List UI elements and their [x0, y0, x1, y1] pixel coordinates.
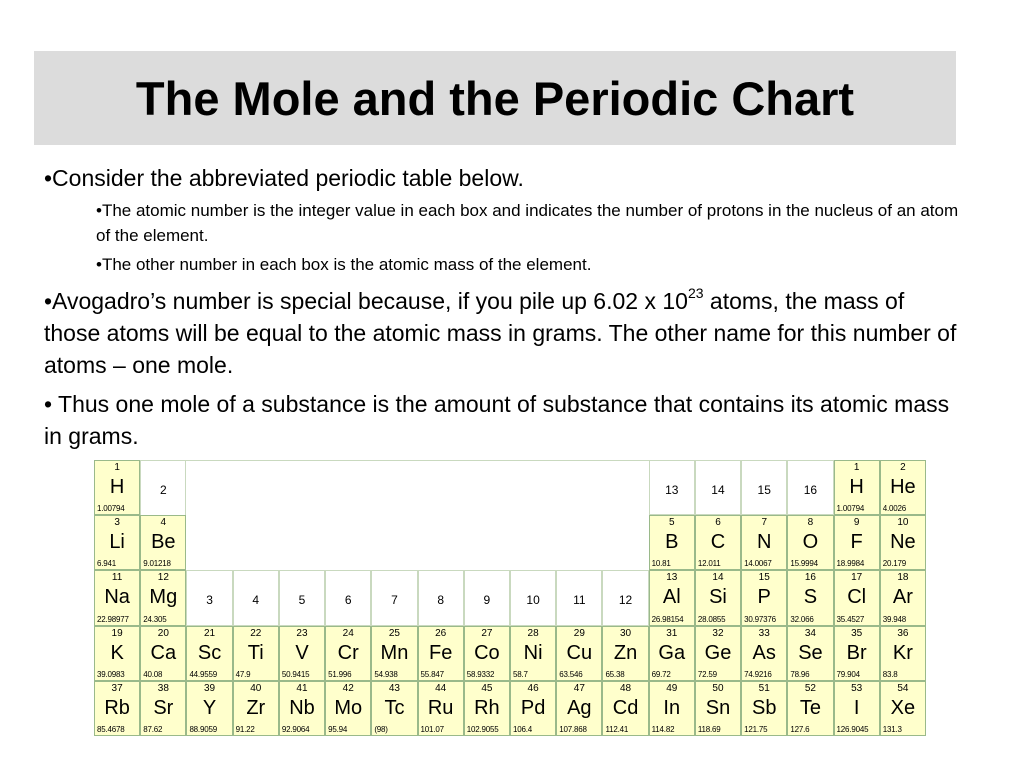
element-symbol: Pd: [520, 696, 546, 719]
atomic-number: 30: [619, 627, 632, 639]
atomic-number: 14: [712, 572, 724, 584]
element-symbol: Sb: [751, 696, 777, 719]
element-symbol: Li: [109, 531, 125, 554]
atomic-number: 26: [435, 627, 447, 639]
atomic-mass: 79.904: [836, 669, 860, 679]
atomic-mass: 24.305: [143, 614, 167, 624]
element-cell-zn: [602, 626, 648, 681]
atomic-number: 11: [111, 572, 123, 584]
element-cell-co: [464, 626, 510, 681]
group-label-cell: [741, 460, 787, 515]
element-symbol: S: [803, 586, 818, 609]
atomic-mass: 63.546: [559, 669, 583, 679]
atomic-number: 51: [758, 682, 770, 694]
element-cell-rh: [464, 681, 510, 736]
atomic-number: 5: [668, 517, 675, 529]
element-cell-cd: [602, 681, 648, 736]
atomic-number: 18: [897, 572, 909, 584]
element-symbol: Sc: [197, 641, 222, 664]
element-symbol: Cu: [566, 641, 593, 664]
atomic-number: 2: [900, 462, 906, 473]
element-symbol: Te: [799, 696, 821, 719]
element-symbol: Ge: [704, 641, 732, 664]
atomic-number: 45: [481, 682, 493, 694]
atomic-number: 38: [157, 682, 169, 694]
atomic-mass: 39.948: [882, 614, 907, 624]
atomic-number: 31: [666, 627, 678, 639]
atomic-mass: 69.72: [651, 669, 671, 679]
element-cell-al: [649, 570, 695, 625]
atomic-mass: 74.9216: [744, 669, 772, 679]
element-symbol: O: [802, 531, 819, 554]
atomic-number: 20: [157, 627, 169, 639]
element-cell-cl: [834, 570, 880, 625]
atomic-mass: 40.08: [143, 669, 163, 679]
element-cell-h: [94, 460, 140, 515]
element-symbol: Y: [202, 696, 217, 719]
element-cell-mo: [325, 681, 371, 736]
group-number: 3: [206, 593, 213, 608]
element-symbol: Ca: [150, 641, 177, 664]
element-symbol: B: [665, 531, 679, 554]
atomic-number: 24: [342, 627, 354, 639]
avogadro-text-start: •Avogadro’s number is special because, if you pile up 6.02 x 10: [44, 288, 688, 314]
atomic-mass: 10.81: [651, 559, 671, 569]
element-symbol: Si: [709, 586, 727, 609]
atomic-number: 33: [758, 627, 770, 639]
element-cell-xe: [880, 681, 926, 736]
element-cell-ca: [140, 626, 186, 681]
atomic-mass: 131.3: [882, 724, 902, 734]
group-label-cell: [556, 570, 602, 625]
atomic-mass: 1.00794: [97, 504, 125, 514]
atomic-number: 52: [804, 682, 816, 694]
group-number: 5: [298, 593, 306, 608]
atomic-mass: 58.9332: [466, 669, 495, 679]
atomic-number: 3: [114, 517, 120, 529]
atomic-mass: 9.01218: [143, 559, 171, 569]
element-cell-fe: [418, 626, 464, 681]
atomic-mass: 106.4: [513, 724, 533, 734]
element-symbol: Mn: [380, 641, 409, 664]
atomic-number: 6: [715, 517, 721, 529]
element-symbol: P: [757, 586, 771, 609]
element-symbol: Kr: [892, 641, 913, 664]
element-cell-sb: [741, 681, 787, 736]
atomic-number: 16: [804, 572, 816, 584]
element-symbol: Ru: [427, 696, 454, 719]
bullet-list: [44, 162, 964, 452]
atomic-mass: 50.9415: [281, 669, 310, 679]
atomic-mass: 54.938: [374, 669, 398, 679]
element-symbol: Sr: [153, 696, 174, 719]
group-number: 6: [344, 593, 352, 608]
atomic-mass: 112.41: [605, 724, 629, 734]
atomic-mass: 51.996: [328, 669, 352, 679]
atomic-mass: 28.0855: [697, 614, 726, 624]
atomic-mass: 92.9064: [281, 724, 310, 734]
atomic-number: 41: [296, 682, 308, 694]
element-cell-kr: [880, 626, 926, 681]
element-cell-p: [741, 570, 787, 625]
atomic-number: 7: [761, 517, 767, 529]
avogadro-text-end: atoms, the mass of those atoms will be equal to the atomic mass in grams. The other name for this number of atoms – one mole.: [44, 288, 957, 378]
element-cell-k: [94, 626, 140, 681]
element-cell-sn: [695, 681, 741, 736]
atomic-number: 29: [573, 627, 585, 639]
atomic-number: 46: [527, 682, 539, 694]
element-symbol: Cl: [847, 586, 867, 609]
element-cell-ru: [418, 681, 464, 736]
element-symbol: V: [295, 641, 309, 664]
group-label-cell: [140, 460, 186, 515]
group-label-cell: [695, 460, 741, 515]
atomic-mass: 30.97376: [744, 614, 776, 624]
element-symbol: Xe: [890, 696, 916, 719]
atomic-number: 25: [388, 627, 400, 639]
atomic-mass: 4.0026: [882, 504, 907, 514]
element-cell-te: [787, 681, 833, 736]
group-number: 10: [526, 593, 540, 608]
atomic-mass: 15.9994: [790, 559, 818, 569]
group-number: 11: [573, 593, 586, 608]
element-cell-se: [787, 626, 833, 681]
atomic-number: 21: [203, 627, 216, 639]
element-symbol: Zr: [246, 696, 266, 719]
atomic-mass: 85.4678: [97, 724, 125, 734]
atomic-mass: 126.9045: [836, 724, 869, 734]
group-label-cell: [186, 570, 232, 625]
atomic-mass: 20.179: [882, 559, 907, 569]
element-cell-s: [787, 570, 833, 625]
atomic-number: 53: [851, 682, 863, 694]
atomic-mass: 102.9055: [466, 724, 499, 734]
element-symbol: Fe: [428, 641, 453, 664]
element-cell-as: [741, 626, 787, 681]
element-symbol: Zn: [613, 641, 638, 664]
element-cell-in: [649, 681, 695, 736]
element-cell-tc: [371, 681, 417, 736]
atomic-mass: 72.59: [697, 669, 717, 679]
element-symbol: As: [752, 641, 776, 664]
atomic-mass: 83.8: [882, 669, 898, 679]
element-cell-sc: [186, 626, 232, 681]
atomic-mass: 91.22: [235, 724, 255, 734]
element-symbol: Ag: [567, 696, 592, 719]
atomic-mass: 32.066: [790, 614, 814, 624]
atomic-number: 27: [481, 627, 493, 639]
element-symbol: In: [663, 696, 681, 719]
element-symbol: K: [110, 641, 124, 664]
group-number: 8: [437, 593, 444, 608]
atomic-number: 22: [250, 627, 262, 639]
element-cell-rb: [94, 681, 140, 736]
element-cell-n: [741, 515, 787, 570]
element-symbol: Al: [662, 586, 681, 609]
element-cell-o: [787, 515, 833, 570]
element-cell-li: [94, 515, 140, 570]
element-cell-c: [695, 515, 741, 570]
atomic-mass: 78.96: [790, 669, 810, 679]
group-label-cell: [464, 570, 510, 625]
atomic-mass: 107.868: [559, 724, 587, 734]
group-number: 4: [252, 593, 260, 608]
element-cell-cu: [556, 626, 602, 681]
element-symbol: Nb: [289, 696, 315, 719]
element-cell-si: [695, 570, 741, 625]
element-symbol: Mg: [149, 586, 178, 609]
element-cell-sr: [140, 681, 186, 736]
element-symbol: He: [890, 476, 916, 498]
element-cell-na: [94, 570, 140, 625]
atomic-number: 23: [296, 627, 308, 639]
atomic-number: 19: [111, 627, 123, 639]
atomic-mass: 127.6: [790, 724, 810, 734]
element-symbol: H: [849, 476, 864, 498]
group-label-cell: [602, 570, 648, 625]
element-symbol: Ne: [890, 531, 916, 554]
atomic-mass: 35.4527: [836, 614, 865, 624]
element-symbol: Ga: [658, 641, 686, 664]
element-cell-ti: [233, 626, 279, 681]
atomic-mass: (98): [374, 724, 388, 734]
atomic-number: 13: [666, 572, 678, 584]
element-symbol: Sn: [705, 696, 731, 719]
bullet-mole-definition: • Thus one mole of a substance is the amount of substance that contains its atomic mass in grams.: [44, 391, 950, 449]
atomic-number: 4: [160, 517, 167, 529]
group-label-cell: [279, 570, 325, 625]
atomic-number: 28: [527, 627, 539, 639]
element-symbol: Br: [846, 641, 867, 664]
atomic-mass: 118.69: [697, 724, 721, 734]
atomic-number: 40: [250, 682, 262, 694]
atomic-number: 15: [758, 572, 770, 584]
element-cell-v: [279, 626, 325, 681]
atomic-mass: 18.9984: [836, 559, 865, 569]
element-symbol: Ar: [892, 586, 913, 609]
group-label-cell: [371, 570, 417, 625]
group-number: 16: [803, 483, 818, 497]
element-symbol: I: [853, 696, 860, 719]
atomic-mass: 1.00794: [836, 504, 865, 514]
atomic-number: 9: [853, 517, 860, 529]
atomic-number: 17: [851, 572, 863, 584]
atomic-mass: 47.9: [235, 669, 251, 679]
slide-title: The Mole and the Periodic Chart: [135, 72, 855, 125]
element-cell-i: [834, 681, 880, 736]
periodic-table: [94, 460, 926, 736]
group-label-cell: [418, 570, 464, 625]
element-symbol: Tc: [384, 696, 405, 719]
atomic-number: 39: [203, 682, 216, 694]
group-number: 14: [711, 483, 725, 497]
atomic-number: 49: [666, 682, 678, 694]
element-cell-he: [880, 460, 926, 515]
element-symbol: Be: [151, 531, 176, 554]
group-label-cell: [649, 460, 695, 515]
atomic-mass: 58.7: [513, 669, 528, 679]
element-cell-y: [186, 681, 232, 736]
group-number: 7: [391, 593, 398, 608]
element-symbol: N: [756, 531, 772, 554]
atomic-mass: 6.941: [97, 559, 117, 569]
group-number: 12: [618, 593, 633, 608]
atomic-mass: 65.38: [605, 669, 625, 679]
atomic-mass: 39.0983: [97, 669, 125, 679]
atomic-mass: 114.82: [651, 724, 675, 734]
element-cell-nb: [279, 681, 325, 736]
atomic-number: 12: [157, 572, 169, 584]
atomic-mass: 44.9559: [189, 669, 217, 679]
atomic-mass: 22.98977: [97, 614, 129, 624]
element-cell-cr: [325, 626, 371, 681]
bullet-avogadro: [44, 285, 964, 381]
element-cell-h: [834, 460, 880, 515]
atomic-number: 32: [712, 627, 724, 639]
atomic-number: 1: [114, 462, 120, 473]
atomic-number: 34: [804, 627, 816, 639]
group-label-cell: [510, 570, 556, 625]
bullet-consider: •Consider the abbreviated periodic table below.: [44, 165, 524, 191]
element-symbol: Ti: [247, 641, 264, 664]
atomic-number: 44: [435, 682, 447, 694]
avogadro-exponent: 23: [687, 285, 704, 302]
group-number: 15: [757, 483, 771, 497]
element-symbol: C: [710, 531, 726, 554]
element-cell-ag: [556, 681, 602, 736]
atomic-number: 1: [853, 462, 860, 473]
group-number: 13: [665, 483, 679, 497]
atomic-number: 47: [573, 682, 585, 694]
element-cell-ga: [649, 626, 695, 681]
atomic-number: 8: [807, 517, 814, 529]
atomic-mass: 95.94: [328, 724, 348, 734]
element-symbol: Cd: [612, 696, 639, 719]
group-number: 9: [483, 593, 491, 608]
sub-bullet-atomic-number: •The atomic number is the integer value in each box and indicates the number of protons in the nucleus of an atom of the element.: [96, 201, 959, 245]
atomic-number: 35: [851, 627, 863, 639]
element-symbol: Rh: [474, 696, 500, 719]
element-cell-b: [649, 515, 695, 570]
atomic-number: 37: [111, 682, 123, 694]
atomic-number: 48: [619, 682, 632, 694]
atomic-mass: 14.0067: [744, 559, 772, 569]
atomic-mass: 88.9059: [189, 724, 217, 734]
atomic-number: 50: [712, 682, 724, 694]
element-cell-be: [140, 515, 186, 570]
element-cell-br: [834, 626, 880, 681]
group-label-cell: [325, 570, 371, 625]
atomic-number: 42: [342, 682, 354, 694]
atomic-number: 10: [897, 517, 909, 529]
element-symbol: F: [850, 531, 863, 554]
group-number: 2: [159, 483, 167, 497]
element-cell-f: [834, 515, 880, 570]
atomic-mass: 101.07: [420, 724, 444, 734]
sub-bullet-atomic-mass: •The other number in each box is the atomic mass of the element.: [96, 255, 592, 274]
element-symbol: Rb: [104, 696, 130, 719]
element-cell-mg: [140, 570, 186, 625]
element-symbol: Cr: [337, 641, 359, 664]
group-label-cell: [787, 460, 833, 515]
element-symbol: Ni: [523, 641, 543, 664]
atomic-mass: 26.98154: [651, 614, 684, 624]
group-label-cell: [233, 570, 279, 625]
element-symbol: Se: [798, 641, 823, 664]
element-symbol: Na: [104, 586, 130, 609]
atomic-mass: 121.75: [744, 724, 768, 734]
atomic-mass: 55.847: [420, 669, 444, 679]
atomic-number: 54: [897, 682, 909, 694]
element-cell-pd: [510, 681, 556, 736]
element-cell-ni: [510, 626, 556, 681]
atomic-mass: 87.62: [143, 724, 163, 734]
element-symbol: Mo: [334, 696, 363, 719]
element-cell-ar: [880, 570, 926, 625]
element-symbol: Co: [474, 641, 500, 664]
element-cell-zr: [233, 681, 279, 736]
atomic-mass: 12.011: [697, 559, 721, 569]
element-cell-mn: [371, 626, 417, 681]
element-symbol: H: [109, 476, 125, 498]
element-cell-ne: [880, 515, 926, 570]
atomic-number: 43: [388, 682, 400, 694]
atomic-number: 36: [897, 627, 909, 639]
title-band: [34, 51, 956, 145]
element-cell-ge: [695, 626, 741, 681]
